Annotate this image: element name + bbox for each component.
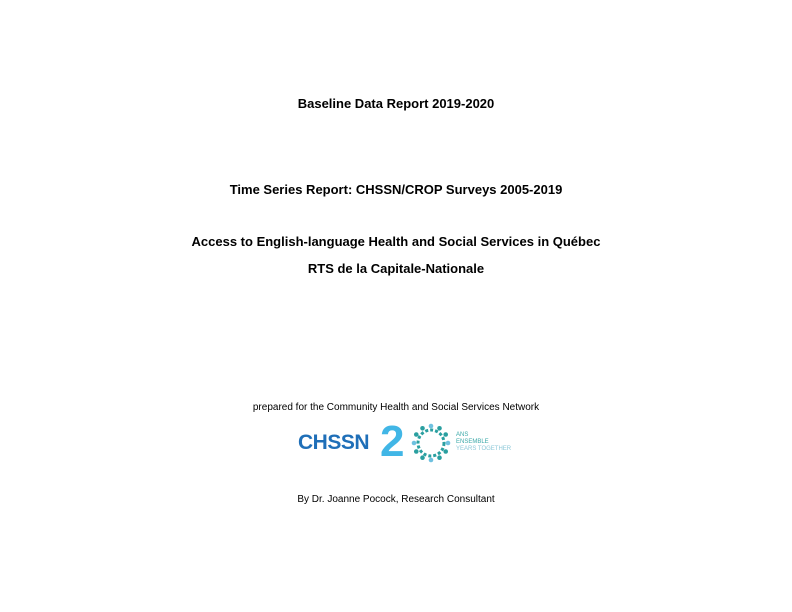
ring-figure-head: [420, 426, 425, 431]
ring-figure-head: [429, 424, 434, 429]
report-title: Baseline Data Report 2019-2020: [297, 96, 495, 111]
chssn-20-logo: [298, 417, 512, 466]
series-title: Time Series Report: CHSSN/CROP Surveys 2005-2019: [229, 182, 563, 197]
prepared-for-line: prepared for the Community Health and Social Services Network: [252, 402, 540, 413]
logo-wordmark: CHSSN: [298, 431, 370, 454]
logo-numeral: 2: [380, 417, 405, 466]
ring-figure-head: [446, 441, 451, 446]
ring-figure-head: [437, 426, 442, 431]
access-title: Access to English-language Health and Social Services in Québec: [191, 234, 601, 249]
ring-figure-head: [414, 432, 419, 437]
logo-tagline-ans: ANS: [456, 432, 469, 438]
ring-figure-head: [429, 458, 434, 463]
people-ring-icon: [410, 422, 452, 464]
ring-figure-head: [414, 449, 419, 454]
ring-figure-head: [443, 432, 448, 437]
ring-figure-head: [437, 455, 442, 460]
author-line: By Dr. Joanne Pocock, Research Consultant: [297, 494, 495, 505]
ring-figure-head: [420, 455, 425, 460]
ring-figure-head: [443, 449, 448, 454]
logo-tagline-ensemble: ENSEMBLE: [456, 439, 489, 445]
ring-figure-head: [412, 441, 417, 446]
region-title: RTS de la Capitale-Nationale: [307, 261, 485, 276]
logo-tagline-years-together: YEARS TOGETHER: [456, 446, 512, 452]
